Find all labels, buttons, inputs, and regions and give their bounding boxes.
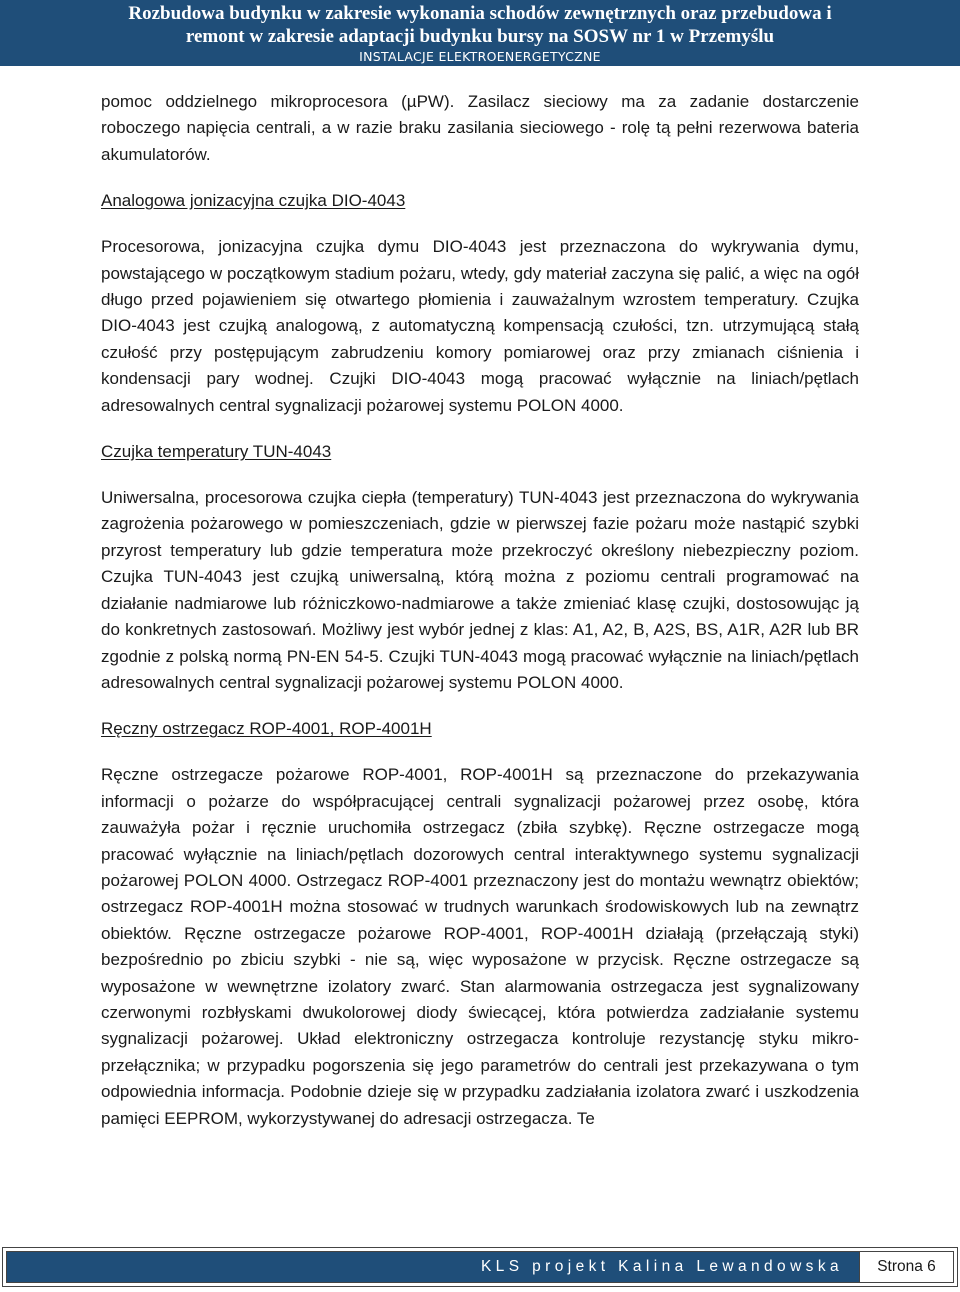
section-heading-rop-4001: Ręczny ostrzegacz ROP-4001, ROP-4001H	[101, 719, 432, 739]
section-body-tun-4043: Uniwersalna, procesorowa czujka ciepła (temperatury) TUN-4043 jest przeznaczona do wykrywania zagrożenia pożarowego w pomieszczeniach, gdzie w pierwszej fazie pożaru może nastąpić szybki przyrost temperatury lub gdzie temperatura może przekroczyć określony niebezpieczny poziom. Czujka TUN-4043 jest czujką uniwersalną, którą można z poziomu centrali programować na działanie nadmiarowe lub różniczkowo-nadmiarowe a także zmieniać klasę czujki, dostosowując ją do konkretnych zastosowań. Możliwy jest wybór jednej z klas: A1, A2, B, A2S, BS, A1R, A2R lub BR zgodnie z polską normą PN-EN 54-5. Czujki TUN-4043 mogą pracować wyłącznie na liniach/pętlach adresowalnych central sygnalizacji pożarowej systemu POLON 4000.	[101, 488, 859, 692]
page-footer	[2, 1247, 958, 1287]
spacer	[101, 742, 859, 762]
header-title-line1: Rozbudowa budynku w zakresie wykonania schodów zewnętrznych oraz przebudowa i	[128, 3, 832, 24]
spacer	[101, 168, 859, 188]
section-body-dio-4043: Procesorowa, jonizacyjna czujka dymu DIO-4043 jest przeznaczona do wykrywania dymu, powstającego w początkowym stadium pożaru, wtedy, gdy materiał zaczyna się palić, a więc na ogół długo przed pojawieniem się otwartego płomienia i zauważalnym wzrostem temperatury. Czujka DIO-4043 jest czujką analogową, z automatyczną kompensacją czułości, tzn. utrzymującą stałą czułość przy postępującym zabrudzeniu komory pomiarowej oraz przy zmianach ciśnienia i kondensacji pary wodnej. Czujki DIO-4043 mogą pracować wyłącznie na liniach/pętlach adresowalnych central sygnalizacji pożarowej systemu POLON 4000.	[101, 237, 859, 415]
footer-company-name: KLS projekt Kalina Lewandowska	[7, 1252, 859, 1282]
section-body-rop-4001: Ręczne ostrzegacze pożarowe ROP-4001, ROP-4001H są przeznaczone do przekazywania informacji o pożarze do współpracującej centrali sygnalizacji pożarowej przez osobę, która zauważyła pożar i ręcznie uruchomiła ostrzegacz (zbiła szybkę). Ręczne ostrzegacze mogą pracować wyłącznie na liniach/pętlach dozorowych central interaktywnego systemu sygnalizacji pożarowej POLON 4000. Ostrzegacz ROP-4001 przeznaczony jest do montażu wewnątrz obiektów; ostrzegacz ROP-4001H można stosować w trudnych warunkach środowiskowych lub na zewnątrz obiektów. Ręczne ostrzegacze pożarowe ROP-4001, ROP-4001H działają (przełączają styki) bezpośrednio po zbiciu szybki - nie są, więc wyposażone w przycisk. Ręczne ostrzegacze są wyposażone w wewnętrzne izolatory zwarć. Stan alarmowania ostrzegacza jest sygnalizowany czerwonymi rozbłyskami dwukolorowej diody świecącej, która potwierdza zadziałanie systemu sygnalizacji pożarowej. Układ elektroniczny ostrzegacza kontroluje rezystancję styku mikro-przełącznika; w przypadku pogorszenia się jego parametrów do centrali jest przekazywana o tym odpowiednia informacja. Podobnie dzieje się w przypadku zadziałania izolatora zwarć i uszkodzenia pamięci EEPROM, wykorzystywanej do adresacji ostrzegacza. Te	[101, 765, 859, 1128]
footer-frame	[6, 1251, 954, 1283]
spacer	[101, 465, 859, 485]
intro-paragraph: pomoc oddzielnego mikroprocesora (µPW). Zasilacz sieciowy ma za zadanie dostarczenie roboczego napięcia centrali, a w razie braku zasilania sieciowego - rolę tą pełni rezerwowa bateria akumulatorów.	[101, 92, 859, 164]
section-heading-tun-4043: Czujka temperatury TUN-4043	[101, 442, 332, 462]
document-body	[101, 89, 859, 1132]
header-subtitle: INSTALACJE ELEKTROENERGETYCZNE	[359, 49, 601, 64]
spacer	[101, 696, 859, 716]
footer-page-number: Strona 6	[859, 1252, 953, 1282]
header-title-line2: remont w zakresie adaptacji budynku bursy na SOSW nr 1 w Przemyślu	[185, 26, 775, 47]
spacer	[101, 419, 859, 439]
section-heading-dio-4043: Analogowa jonizacyjna czujka DIO-4043	[101, 191, 406, 211]
spacer	[101, 214, 859, 234]
page-header	[0, 0, 960, 66]
